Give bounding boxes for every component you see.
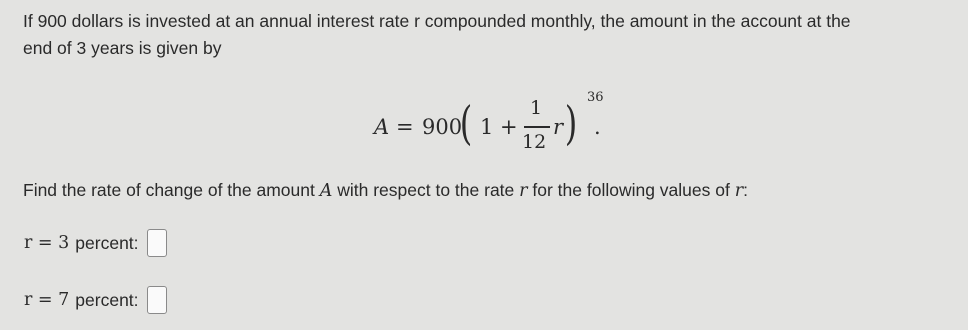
formula-fraction-bar — [524, 126, 550, 128]
answer-condition: r = 3 — [24, 233, 70, 253]
question-var-r: r — [519, 181, 528, 201]
problem-line-1: If 900 dollars is invested at an annual interest rate r compounded monthly, the amount in the account at the — [23, 11, 851, 31]
formula-coefficient: 900 — [422, 115, 463, 139]
formula-fraction-denominator: 12 — [522, 131, 547, 153]
formula-close-paren: ) — [564, 96, 578, 150]
answer-condition: r = 7 — [24, 290, 70, 310]
question-text — [23, 177, 748, 205]
formula-exponent: 36 — [587, 90, 604, 105]
question-part: with respect to the rate — [332, 180, 520, 200]
question-part: for the following values of — [527, 180, 735, 200]
formula-equals: = — [396, 115, 414, 139]
answer-input-r7[interactable] — [147, 286, 167, 314]
formula-fraction-numerator: 1 — [530, 97, 543, 119]
answer-row-r7 — [24, 286, 167, 314]
answer-input-r3[interactable] — [147, 229, 167, 257]
question-var-r: r — [734, 181, 744, 201]
question-colon: : — [743, 180, 748, 200]
formula-period: . — [594, 115, 601, 139]
formula-lhs: A — [374, 115, 390, 139]
problem-line-2: end of 3 years is given by — [23, 38, 222, 58]
formula-plus: + — [500, 115, 518, 139]
answer-label: percent: — [75, 289, 139, 310]
formula-one: 1 — [480, 115, 494, 139]
problem-statement — [23, 8, 958, 62]
formula-variable-r: r — [553, 115, 564, 139]
question-part: Find the rate of change of the amount — [23, 180, 320, 200]
formula-open-paren: ( — [459, 96, 473, 150]
question-var-A: A — [319, 181, 333, 201]
answer-row-r3 — [24, 229, 167, 257]
answer-label: percent: — [75, 232, 139, 253]
